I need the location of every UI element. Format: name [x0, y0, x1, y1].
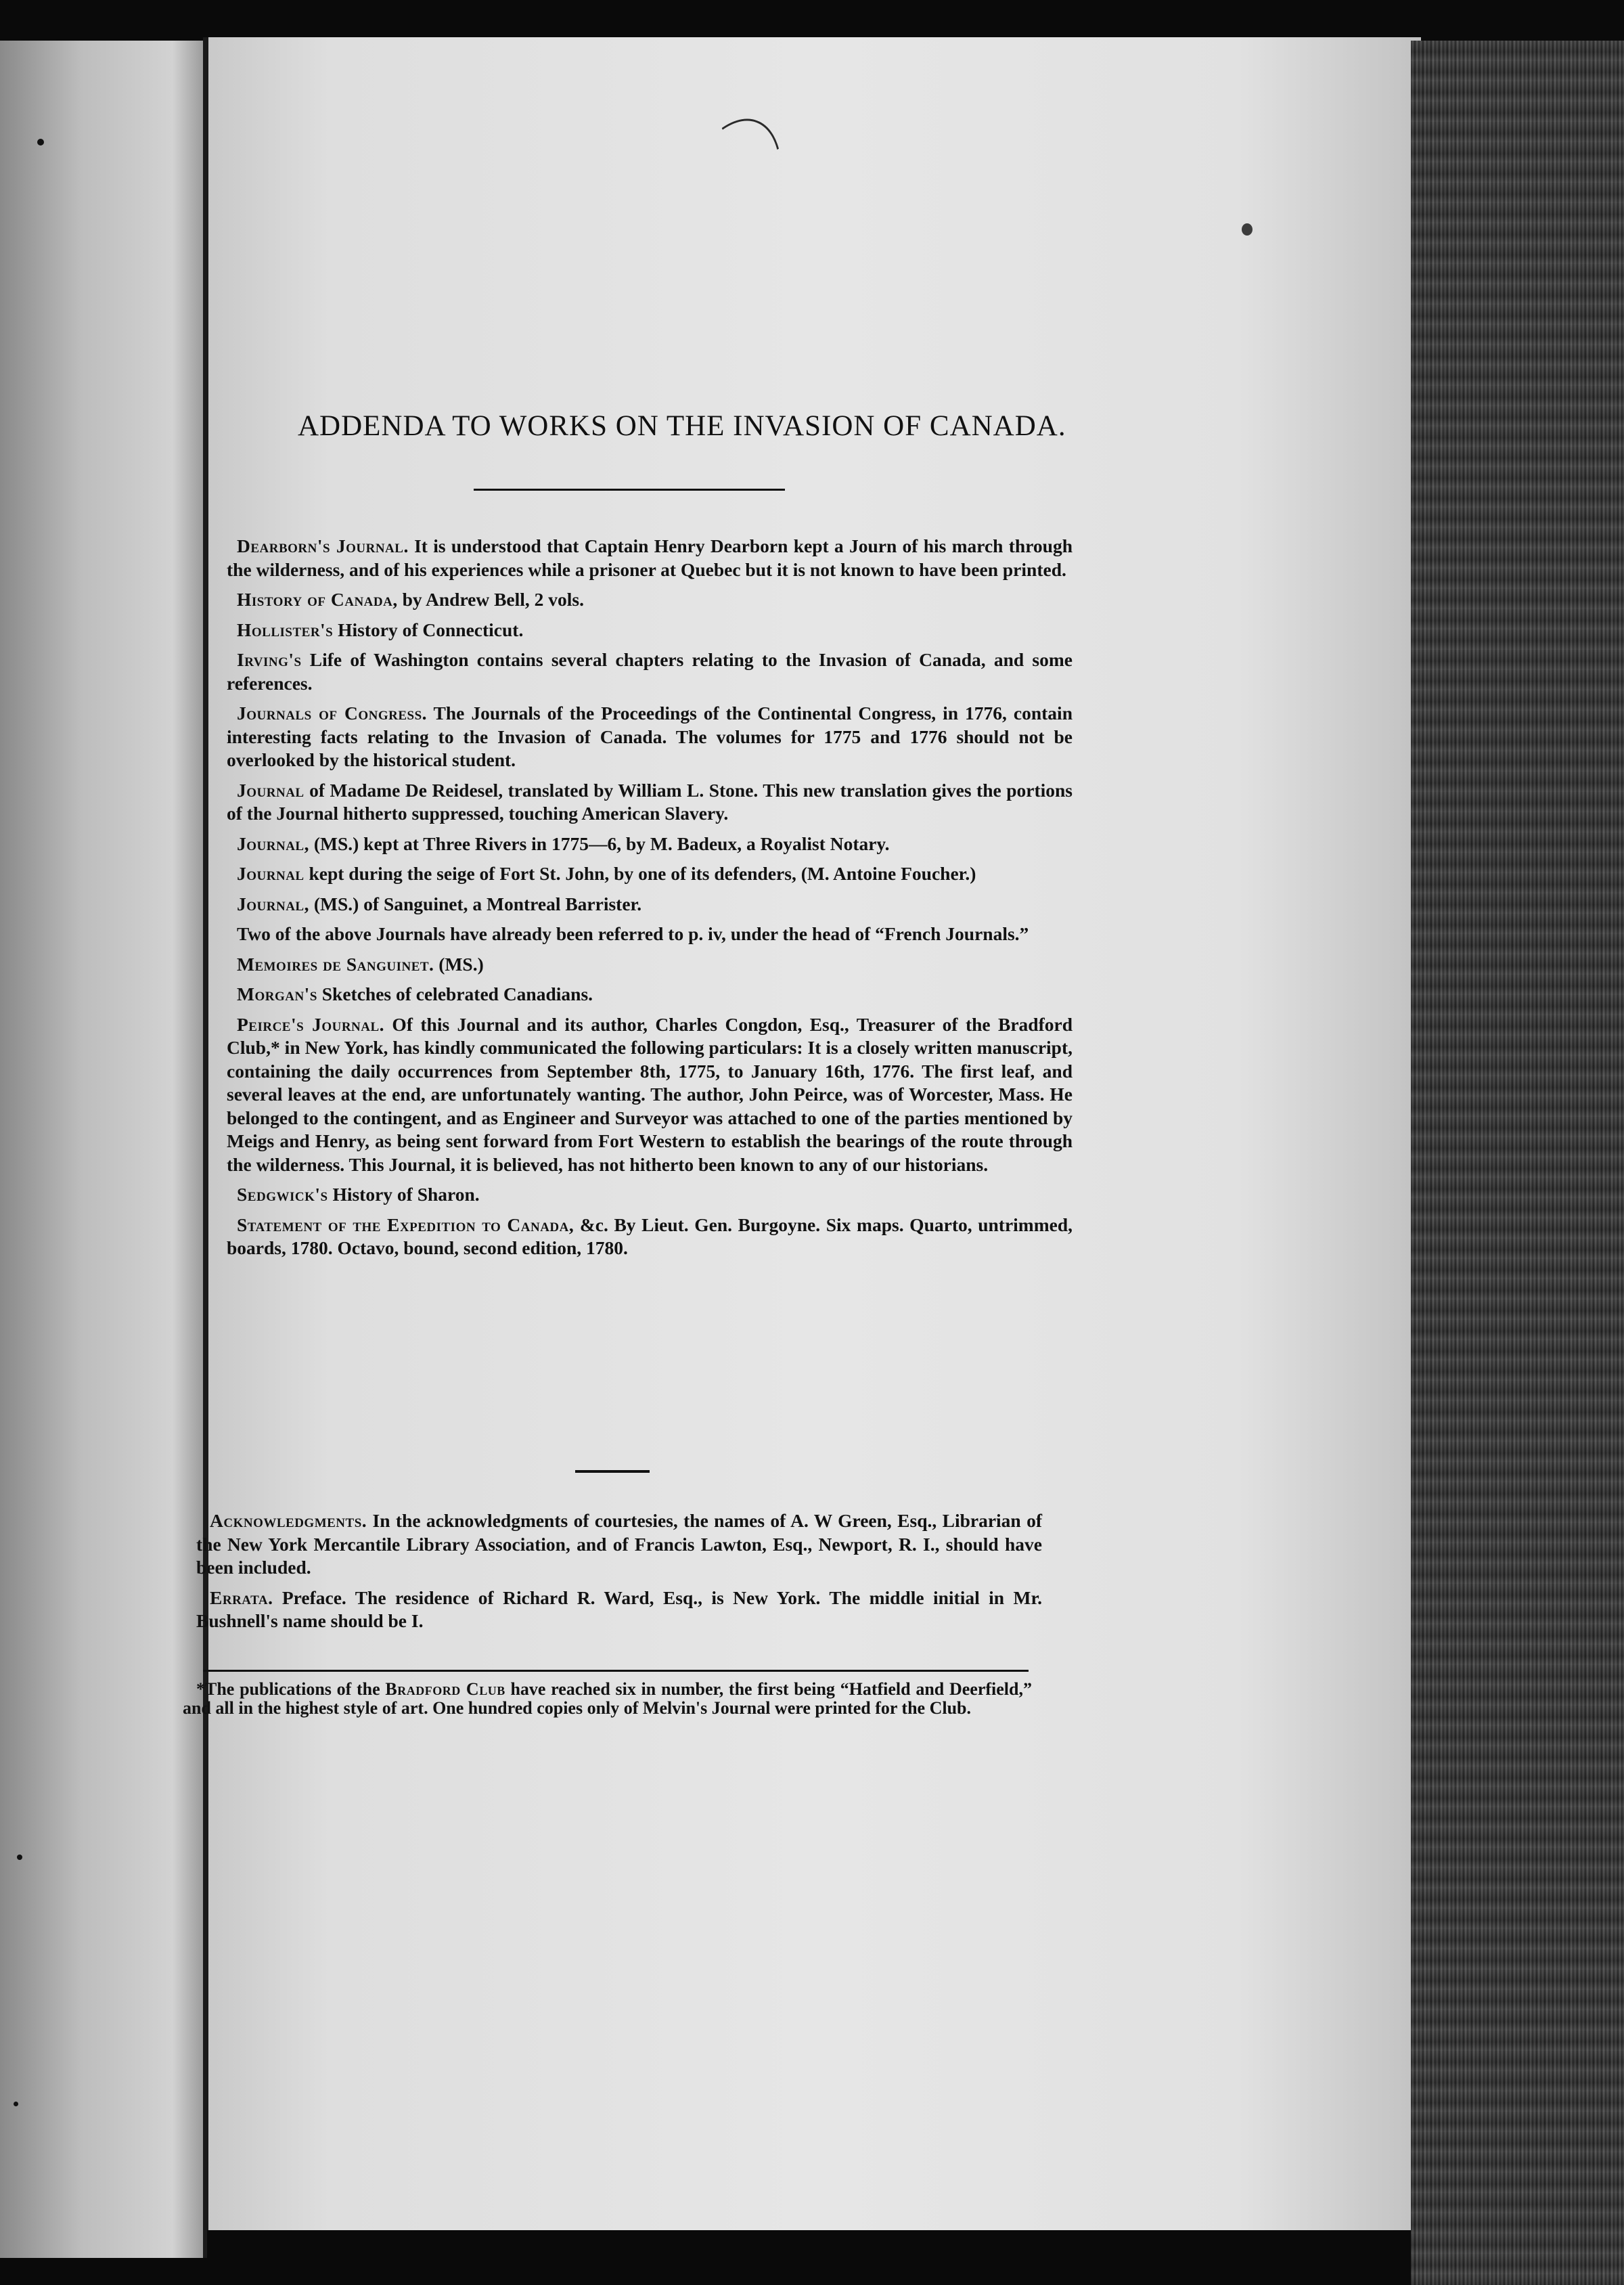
addenda-entry	[227, 779, 1073, 826]
footnote-club-name: Bradford Club	[385, 1679, 505, 1699]
addenda-entry	[227, 1183, 1073, 1207]
addenda-entry	[227, 923, 1073, 946]
acknowledgments-section	[196, 1509, 1042, 1640]
addenda-entry	[227, 702, 1073, 772]
addenda-entry-heading: Journal,	[237, 833, 309, 854]
footnote-text-end: have reached six in number, the first being “Hatfield and Deerfield,” and all in the highest style of art. One hundred copies only of Melvin's Journal were printed for the Club.	[183, 1679, 1032, 1718]
addenda-entry-text: by Andrew Bell, 2 vols.	[397, 589, 585, 610]
addenda-entry-text: &c. By Lieut. Gen. Burgoyne. Six maps. Quarto, untrimmed, boards, 1780. Octavo, bound, second edition, 1780.	[227, 1214, 1073, 1258]
addenda-entry	[227, 893, 1073, 916]
addenda-entry-text: (MS.)	[434, 953, 484, 975]
addenda-entry-text: History of Sharon.	[328, 1184, 480, 1205]
ack-entry-heading: Acknowledgments.	[210, 1510, 367, 1531]
addenda-list	[227, 535, 1073, 1267]
addenda-entry-heading: Journal,	[237, 893, 309, 914]
footnote	[183, 1680, 1032, 1718]
addenda-entry-text: Life of Washington contains several chapters relating to the Invasion of Canada, and some references.	[227, 649, 1073, 694]
addenda-entry	[227, 535, 1073, 581]
addenda-entry-heading: Irving's	[237, 649, 302, 670]
addenda-entry-heading: Dearborn's Journal.	[237, 535, 409, 556]
addenda-entry-heading: Hollister's	[237, 619, 334, 640]
ack-entry-heading: Errata.	[210, 1587, 273, 1608]
addenda-entry	[227, 588, 1073, 612]
footnote-paragraph	[183, 1680, 1032, 1718]
addenda-entry-text: The Journals of the Proceedings of the Continental Congress, in 1776, contain interesting facts relating to the Invasion of Canada. The volumes for 1775 and 1776 should not be overlooked by the historical student.	[227, 703, 1073, 770]
speck	[14, 2102, 18, 2106]
addenda-entry-heading: Journal	[237, 779, 304, 801]
addenda-entry	[227, 833, 1073, 856]
addenda-entry-heading: Memoires de Sanguinet.	[237, 953, 434, 975]
addenda-entry-text: (MS.) kept at Three Rivers in 1775—6, by M. Badeux, a Royalist Notary.	[309, 833, 890, 854]
addenda-entry	[227, 648, 1073, 695]
addenda-entry-heading: Sedgwick's	[237, 1184, 328, 1205]
addenda-entry-heading: Journal	[237, 863, 304, 884]
facing-page-edge	[0, 41, 207, 2258]
addenda-entry-text: Sketches of celebrated Canadians.	[317, 983, 593, 1004]
addenda-entry-text: It is understood that Captain Henry Dearborn kept a Journ of his march through the wilderness, and of his experiences while a prisoner at Quebec but it is not known to have been printed.	[227, 535, 1073, 580]
addenda-entry-heading: History of Canada,	[237, 589, 398, 610]
edge-texture	[1411, 41, 1624, 2285]
addenda-entry	[227, 953, 1073, 977]
footnote-text-start: *The publications of the	[196, 1679, 386, 1699]
speck	[37, 139, 44, 146]
addenda-entry-text: History of Connecticut.	[333, 619, 524, 640]
speck	[17, 1855, 22, 1860]
addenda-entry-heading: Journals of Congress.	[237, 703, 428, 724]
addenda-entry	[227, 1013, 1073, 1177]
addenda-entry-heading: Statement of the Expedition to Canada,	[237, 1214, 574, 1235]
ack-entry	[196, 1587, 1042, 1633]
addenda-entry-text: kept during the seige of Fort St. John, by one of its defenders, (M. Antoine Foucher.)	[304, 863, 976, 884]
addenda-entry	[227, 1214, 1073, 1260]
book-page-edges	[1411, 41, 1624, 2285]
ack-entry-text: Preface. The residence of Richard R. Ward, Esq., is New York. The middle initial in Mr. Bushnell's name should be I.	[196, 1587, 1042, 1631]
footnote-rule	[203, 1670, 1029, 1672]
ack-entry-text: In the acknowledgments of courtesies, the names of A. W Green, Esq., Librarian of the New York Mercantile Library Association, and of Francis Lawton, Esq., Newport, R. I., should have been included.	[196, 1510, 1042, 1578]
addenda-entry	[227, 862, 1073, 886]
addenda-entry-heading: Peirce's Journal.	[237, 1013, 385, 1035]
addenda-entry-text: Of this Journal and its author, Charles Congdon, Esq., Treasurer of the Bradford Club,* in New York, has kindly communicated the following particulars: It is a closely written manuscript, containing the daily occurrences from September 8th, 1775, to January 16th, 1776. The first leaf, and several leaves at the end, are unfortunately wanting. The author, John Peirce, was of Worcester, Mass. He belonged to the contingent, and as Engineer and Surveyor was attached to one of the parties mentioned by Meigs and Henry, as being sent forward from Fort Western to establish the bearings of the route through the wilderness. This Journal, it is believed, has not hitherto been known to any of our historians.	[227, 1013, 1073, 1175]
ack-entry	[196, 1509, 1042, 1580]
addenda-entry	[227, 619, 1073, 642]
title-rule	[474, 489, 785, 491]
addenda-entry	[227, 983, 1073, 1006]
addenda-entry-text: Two of the above Journals have already been referred to p. iv, under the head of “French Journals.”	[237, 923, 1029, 944]
addenda-entry-text: (MS.) of Sanguinet, a Montreal Barrister.	[309, 893, 642, 914]
ink-smudge	[1242, 223, 1253, 236]
section-divider	[575, 1470, 650, 1473]
addenda-entry-heading: Morgan's	[237, 983, 317, 1004]
page-title: ADDENDA TO WORKS ON THE INVASION OF CANADA.	[298, 410, 1066, 442]
addenda-entry-text: of Madame De Reidesel, translated by William L. Stone. This new translation gives the portions of the Journal hitherto suppressed, touching American Slavery.	[227, 779, 1073, 824]
